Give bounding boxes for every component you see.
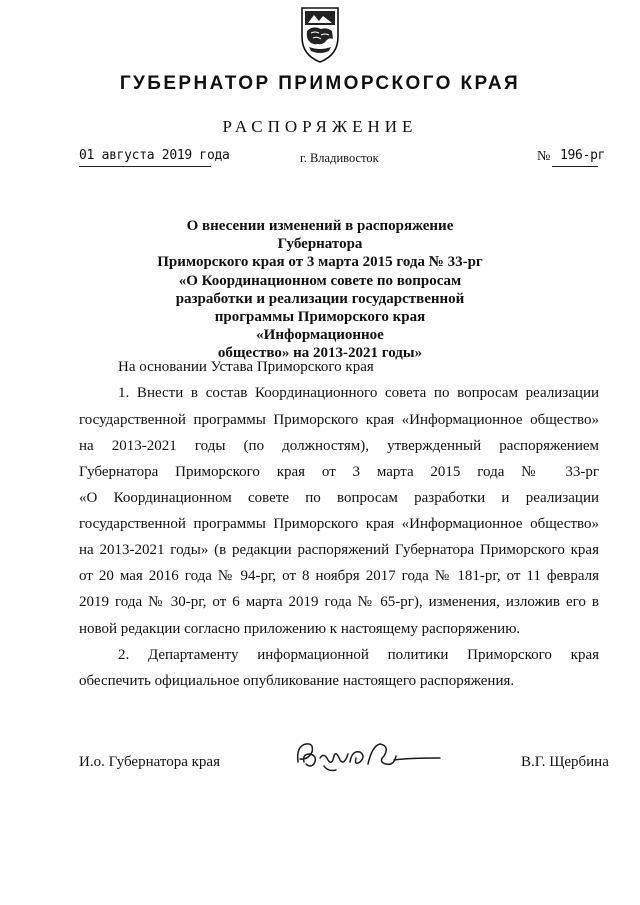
- document-subject: [150, 217, 490, 363]
- subject-line: разработки и реализации государственной: [175, 290, 465, 307]
- issuer-title: ГУБЕРНАТОР ПРИМОРСКОГО КРАЯ: [119, 73, 521, 94]
- item1-line: новой редакции согласно приложению к настоящему распоряжению.: [79, 621, 521, 637]
- item1-line: государственной программы Приморского края «Информационное общество»: [79, 516, 599, 532]
- item1-line: Губернатора Приморского края от 3 марта 2015 года № 33-рг: [79, 464, 599, 480]
- subject-line: общество» на 2013-2021 годы»: [217, 345, 423, 362]
- document-type: РАСПОРЯЖЕНИЕ: [222, 117, 418, 136]
- document-number: 196-рг: [560, 148, 606, 163]
- subject-line: «О Координационном совете по вопросам: [178, 272, 462, 289]
- item1-line: государственной программы Приморского края «Информационное общество»: [79, 412, 599, 428]
- handwritten-signature: [290, 732, 445, 780]
- item1-line: на 2013-2021 годы» (в редакции распоряжений Губернатора Приморского края: [79, 542, 599, 558]
- item1-line: 2019 года № 30-рг, от 6 марта 2019 года № 65-рг), изменения, изложив его в: [79, 594, 599, 610]
- item2-line: обеспечить официальное опубликование настоящего распоряжения.: [79, 673, 515, 689]
- document-city: г. Владивосток: [300, 151, 379, 165]
- number-label: №: [537, 149, 551, 164]
- basis-paragraph: На основании Устава Приморского края: [118, 359, 374, 375]
- document-date: 01 августа 2019 года: [79, 148, 230, 163]
- coat-of-arms-icon: [299, 5, 341, 65]
- number-underline: [552, 166, 598, 167]
- item2-line: 2. Департаменту информационной политики Приморского края: [118, 647, 599, 663]
- subject-line: Приморского края от 3 марта 2015 года № 33-рг: [157, 254, 483, 271]
- date-underline: [79, 166, 211, 167]
- item1-line: 1. Внести в состав Координационного совета по вопросам реализации: [118, 385, 599, 401]
- signer-name: В.Г. Щербина: [521, 754, 609, 770]
- item1-line: «О Координационном совете по вопросам разработки и реализации: [79, 490, 599, 506]
- subject-line: О внесении изменений в распоряжение Губернатора: [186, 218, 454, 253]
- subject-line: программы Приморского края «Информационное: [214, 309, 426, 344]
- item1-line: от 20 мая 2016 года № 94-рг, от 8 ноября 2017 года № 181-рг, от 11 февраля: [79, 568, 599, 584]
- signer-title: И.о. Губернатора края: [79, 754, 220, 770]
- item1-line: на 2013-2021 годы (по должностям), утвержденный распоряжением: [79, 438, 599, 454]
